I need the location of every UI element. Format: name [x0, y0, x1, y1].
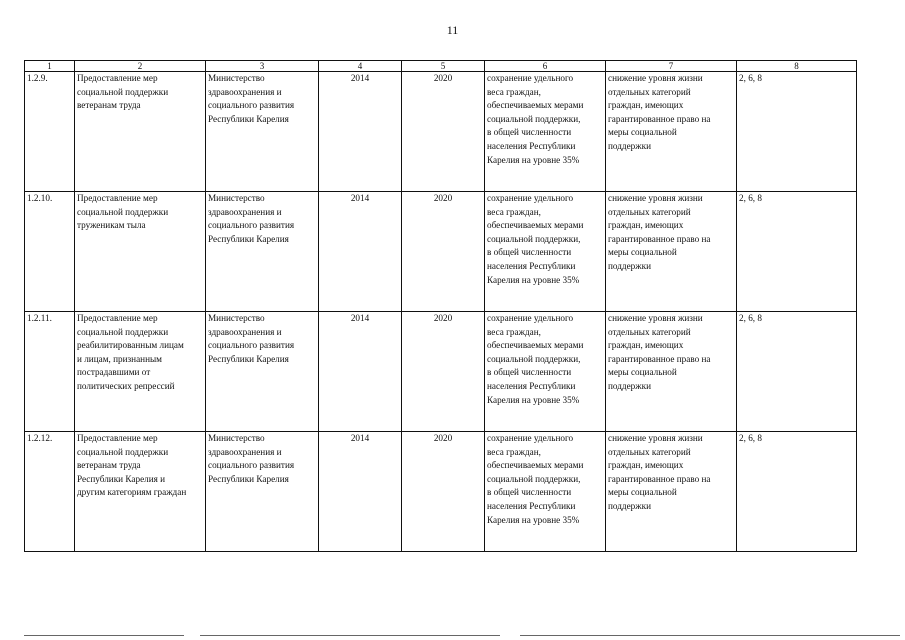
measure-name-line: Предоставление мер	[77, 73, 158, 83]
measures-table	[24, 60, 857, 552]
measure-name-line: Предоставление мер	[77, 313, 158, 323]
non-implementation-consequence-line: меры социальной	[608, 127, 677, 138]
non-implementation-consequence-line: граждан, имеющих	[608, 100, 684, 111]
expected-result-line: социальной поддержки,	[487, 473, 581, 484]
non-implementation-consequence-line: граждан, имеющих	[608, 460, 684, 471]
measure-name-line: социальной поддержки	[77, 326, 169, 337]
measure-name-line: ветеранам труда	[77, 100, 141, 111]
bottom-divider	[520, 635, 900, 636]
responsible-executor-line: Республики Карелия	[208, 233, 289, 244]
header-col-3: 3	[206, 61, 319, 72]
non-implementation-consequence-line: граждан, имеющих	[608, 220, 684, 231]
table-header	[25, 61, 857, 72]
non-implementation-consequence-line: снижение уровня жизни	[608, 73, 703, 83]
non-implementation-consequence-line: меры социальной	[608, 367, 677, 378]
responsible-executor	[206, 192, 319, 312]
non-implementation-consequence-line: отдельных категорий	[608, 446, 691, 457]
expected-result-line: Карелия на уровне 35%	[487, 394, 580, 405]
expected-result	[485, 72, 606, 192]
responsible-executor-line: Министерство	[208, 73, 265, 83]
responsible-executor-line: социального развития	[208, 100, 295, 111]
end-year: 2020	[402, 312, 485, 432]
measure-name	[75, 192, 206, 312]
non-implementation-consequence-line: снижение уровня жизни	[608, 313, 703, 323]
non-implementation-consequence-line: поддержки	[608, 140, 651, 151]
responsible-executor-line: социального развития	[208, 340, 295, 351]
measure-name-line: труженикам тыла	[77, 220, 146, 231]
measure-name-line: Республики Карелия и	[77, 473, 166, 484]
responsible-executor	[206, 432, 319, 552]
expected-result-line: сохранение удельного	[487, 313, 574, 323]
measure-name-line: социальной поддержки	[77, 206, 169, 217]
measure-name-line: другим категориям граждан	[77, 487, 187, 498]
end-year: 2020	[402, 72, 485, 192]
expected-result-line: социальной поддержки,	[487, 233, 581, 244]
measure-name	[75, 72, 206, 192]
non-implementation-consequence-line: гарантированное право на	[608, 233, 711, 244]
expected-result-line: в общей численности	[487, 367, 572, 378]
non-implementation-consequence-line: меры социальной	[608, 487, 677, 498]
expected-result-line: населения Республики	[487, 260, 576, 271]
expected-result-line: населения Республики	[487, 380, 576, 391]
non-implementation-consequence-line: отдельных категорий	[608, 86, 691, 97]
measure-name	[75, 432, 206, 552]
non-implementation-consequence	[606, 192, 737, 312]
responsible-executor-line: Министерство	[208, 433, 265, 443]
table-row	[25, 432, 857, 552]
page-number: 11	[446, 23, 459, 37]
expected-result	[485, 312, 606, 432]
non-implementation-consequence	[606, 312, 737, 432]
non-implementation-consequence-line: гарантированное право на	[608, 113, 711, 124]
row-number: 1.2.9.	[25, 72, 75, 192]
responsible-executor-line: Министерство	[208, 313, 265, 323]
expected-result-line: Карелия на уровне 35%	[487, 154, 580, 165]
expected-result-line: обеспечиваемых мерами	[487, 220, 584, 231]
header-row	[25, 61, 857, 72]
expected-result-line: обеспечиваемых мерами	[487, 460, 584, 471]
expected-result-line: веса граждан,	[487, 206, 541, 217]
measure-name-line: политических репрессий	[77, 380, 175, 391]
expected-result-line: Карелия на уровне 35%	[487, 274, 580, 285]
table-row	[25, 312, 857, 432]
measure-name-line: социальной поддержки	[77, 86, 169, 97]
header-col-6: 6	[485, 61, 606, 72]
non-implementation-consequence-line: снижение уровня жизни	[608, 433, 703, 443]
related-indicators: 2, 6, 8	[737, 432, 857, 552]
non-implementation-consequence-line: граждан, имеющих	[608, 340, 684, 351]
expected-result-line: Карелия на уровне 35%	[487, 514, 580, 525]
measure-name-line: социальной поддержки	[77, 446, 169, 457]
table-row	[25, 72, 857, 192]
measure-name-line: ветеранам труда	[77, 460, 141, 471]
responsible-executor	[206, 72, 319, 192]
responsible-executor-line: здравоохранения и	[208, 326, 282, 337]
non-implementation-consequence-line: поддержки	[608, 380, 651, 391]
header-col-8: 8	[737, 61, 857, 72]
responsible-executor-line: Республики Карелия	[208, 473, 289, 484]
non-implementation-consequence-line: отдельных категорий	[608, 206, 691, 217]
measure-name-line: Предоставление мер	[77, 193, 158, 203]
start-year: 2014	[319, 72, 402, 192]
end-year: 2020	[402, 432, 485, 552]
header-col-1: 1	[25, 61, 75, 72]
table-row	[25, 192, 857, 312]
responsible-executor-line: социального развития	[208, 460, 295, 471]
header-col-4: 4	[319, 61, 402, 72]
expected-result-line: в общей численности	[487, 247, 572, 258]
end-year: 2020	[402, 192, 485, 312]
header-col-7: 7	[606, 61, 737, 72]
non-implementation-consequence	[606, 72, 737, 192]
expected-result-line: обеспечиваемых мерами	[487, 340, 584, 351]
non-implementation-consequence	[606, 432, 737, 552]
related-indicators: 2, 6, 8	[737, 72, 857, 192]
start-year: 2014	[319, 312, 402, 432]
non-implementation-consequence-line: поддержки	[608, 500, 651, 511]
responsible-executor-line: социального развития	[208, 220, 295, 231]
header-col-5: 5	[402, 61, 485, 72]
responsible-executor-line: здравоохранения и	[208, 86, 282, 97]
expected-result-line: веса граждан,	[487, 86, 541, 97]
non-implementation-consequence-line: гарантированное право на	[608, 473, 711, 484]
bottom-divider	[24, 635, 184, 636]
responsible-executor-line: Республики Карелия	[208, 353, 289, 364]
non-implementation-consequence-line: отдельных категорий	[608, 326, 691, 337]
row-number: 1.2.11.	[25, 312, 75, 432]
expected-result-line: сохранение удельного	[487, 73, 574, 83]
expected-result-line: веса граждан,	[487, 326, 541, 337]
row-number: 1.2.12.	[25, 432, 75, 552]
expected-result-line: населения Республики	[487, 500, 576, 511]
header-col-2: 2	[75, 61, 206, 72]
expected-result-line: в общей численности	[487, 127, 572, 138]
non-implementation-consequence-line: гарантированное право на	[608, 353, 711, 364]
start-year: 2014	[319, 192, 402, 312]
expected-result-line: в общей численности	[487, 487, 572, 498]
expected-result-line: обеспечиваемых мерами	[487, 100, 584, 111]
responsible-executor-line: Республики Карелия	[208, 113, 289, 124]
expected-result-line: социальной поддержки,	[487, 113, 581, 124]
expected-result	[485, 432, 606, 552]
expected-result-line: населения Республики	[487, 140, 576, 151]
non-implementation-consequence-line: поддержки	[608, 260, 651, 271]
expected-result-line: веса граждан,	[487, 446, 541, 457]
table-body	[25, 72, 857, 552]
start-year: 2014	[319, 432, 402, 552]
row-number: 1.2.10.	[25, 192, 75, 312]
non-implementation-consequence-line: меры социальной	[608, 247, 677, 258]
responsible-executor-line: здравоохранения и	[208, 206, 282, 217]
responsible-executor-line: Министерство	[208, 193, 265, 203]
related-indicators: 2, 6, 8	[737, 192, 857, 312]
expected-result	[485, 192, 606, 312]
expected-result-line: сохранение удельного	[487, 433, 574, 443]
related-indicators: 2, 6, 8	[737, 312, 857, 432]
measure-name-line: и лицам, признанным	[77, 353, 162, 364]
measure-name-line: пострадавшими от	[77, 367, 151, 378]
measure-name-line: реабилитированным лицам	[77, 340, 184, 351]
expected-result-line: сохранение удельного	[487, 193, 574, 203]
responsible-executor	[206, 312, 319, 432]
responsible-executor-line: здравоохранения и	[208, 446, 282, 457]
expected-result-line: социальной поддержки,	[487, 353, 581, 364]
measure-name-line: Предоставление мер	[77, 433, 158, 443]
measure-name	[75, 312, 206, 432]
non-implementation-consequence-line: снижение уровня жизни	[608, 193, 703, 203]
bottom-divider	[200, 635, 500, 636]
